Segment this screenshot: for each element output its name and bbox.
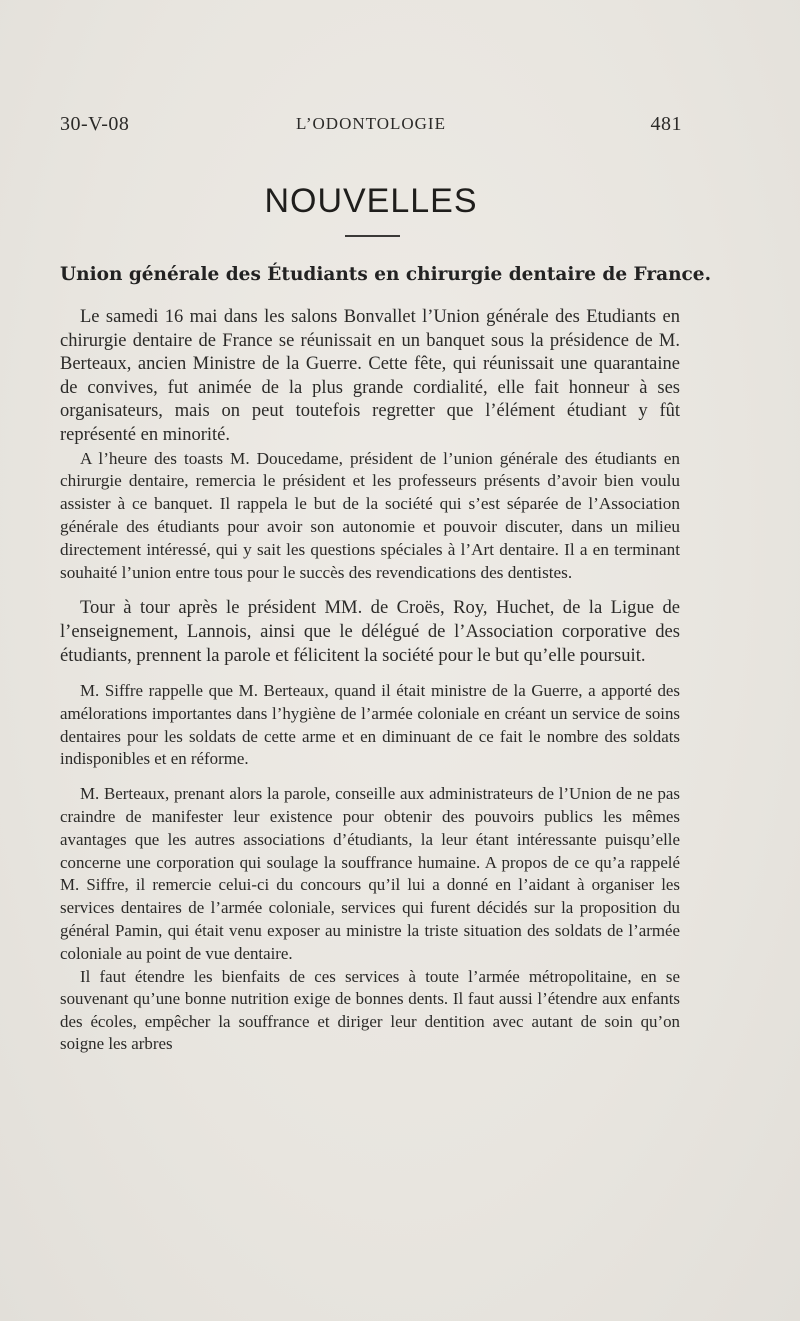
paragraph: M. Berteaux, prenant alors la parole, conseille aux administrateurs de l’Union de ne pas craindre de manifester leur existence pour obtenir des pouvoirs publics les mêmes avantages que les autres associations d’étudiants, la leur étant intéressante puisqu’elle concerne une corporation qui soulage la souffrance humaine. A propos de ce qu’a rappelé M. Siffre, il remercie celui-ci du concours qu’il lui a donné en l’aidant à organiser les services dentaires de l’armée coloniale, services qui furent décidés sur la proposition du général Pamin, qui était venu exposer au ministre la triste situation des soldats de l’armée coloniale au point de vue dentaire. [60,784,680,963]
article-heading: Union générale des Étudiants en chirurgie dentaire de France. [60,264,712,285]
paragraph: A l’heure des toasts M. Doucedame, président de l’union générale des étudiants en chirurgie dentaire, remercia le président et les professeurs présents d’avoir bien voulu assister à ce banquet. Il rappela le but de la société qui s’est séparée de l’Association générale des étudiants pour avoir son autonomie et pouvoir discuter, dans un milieu directement intéressé, qui y sait les questions spéciales à l’Art dentaire. Il a en terminant souhaité l’union entre tous pour le succès des revendications des dentistes. [60,448,680,582]
page-number: 481 [650,112,682,135]
paragraph: Tour à tour après le président MM. de Croës, Roy, Huchet, de la Ligue de l’enseignement, Lannois, ainsi que le délégué de l’Association corporative des étudiants, prennent la parole et félicitent la société pour le but qu’elle poursuit. [60,597,680,667]
paragraph: M. Siffre rappelle que M. Berteaux, quand il était ministre de la Guerre, a apporté des amélorations importantes dans l’hygiène de l’armée coloniale en créant un service de soins dentaires pour les soldats de cette arme et en diminuant de ce fait le nombre des soldats indisponibles et en réforme. [60,681,680,769]
article-body [60,306,680,1056]
title-divider [345,235,400,237]
section-title: NOUVELLES [264,182,478,220]
journal-title: L’ODONTOLOGIE [296,114,446,133]
paragraph: Le samedi 16 mai dans les salons Bonvallet l’Union générale des Etudiants en chirurgie dentaire de France se réunissait en un banquet sous la présidence de M. Berteaux, ancien Ministre de la Guerre. Cette fête, qui réunissait une quarantaine de convives, fut animée de la plus grande cordialité, elle fait honneur à ses organisateurs, mais on peut toutefois regretter que l’élément étudiant y fût représenté en minorité. [60,307,680,445]
header-date: 30-V-08 [60,112,130,135]
paragraph: Il faut étendre les bienfaits de ces services à toute l’armée métropolitaine, en se souvenant qu’une bonne nutrition exige de bonnes dents. Il faut aussi l’étendre aux enfants des écoles, empêcher la souffrance et diriger leur dentition avec autant de soin qu’on soigne les arbres [60,966,680,1054]
running-header [60,108,682,140]
